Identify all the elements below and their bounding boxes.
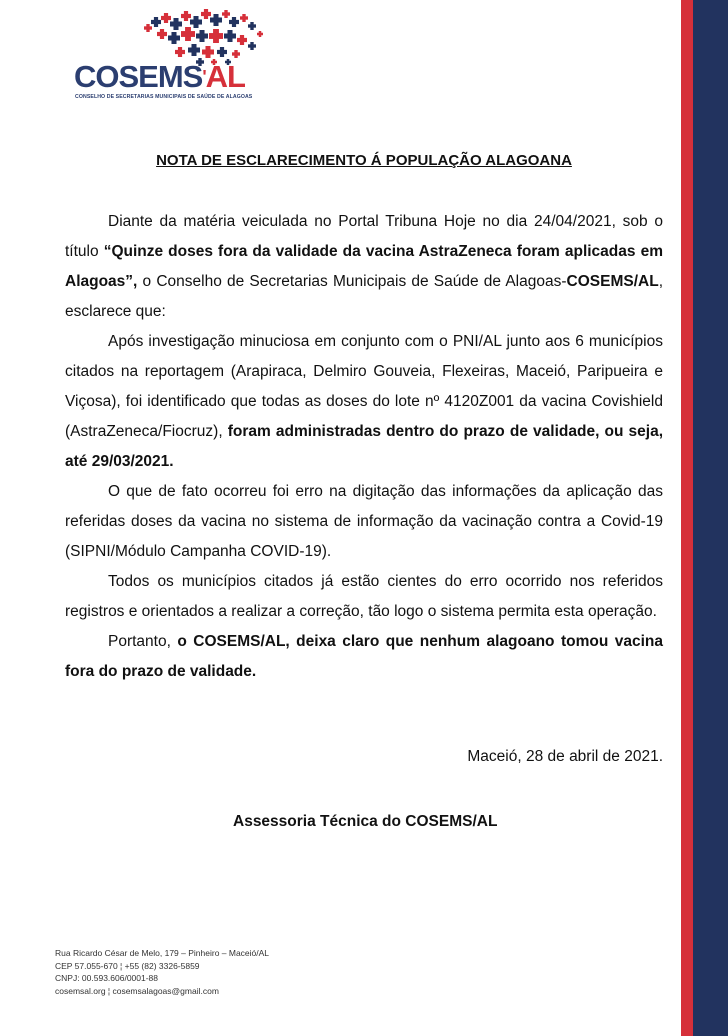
footer-address: Rua Ricardo César de Melo, 179 – Pinheiro – Maceió/AL <box>55 948 270 958</box>
paragraph-5: Portanto, o COSEMS/AL, deixa claro que nenhum alagoano tomou vacina fora do prazo de validade. <box>65 633 663 680</box>
paragraph-3: O que de fato ocorreu foi erro na digitação das informações da aplicação das referidas doses da vacina no sistema de informação da vacinação contra a Covid-19 (SIPNI/Módulo Campanha COVID-19). <box>65 483 663 560</box>
document-date: Maceió, 28 de abril de 2021. <box>467 748 663 765</box>
logo-subtitle: CONSELHO DE SECRETARIAS MUNICIPAIS DE SAÚDE DE ALAGOAS <box>75 94 253 100</box>
document-body <box>65 207 663 687</box>
document-title: NOTA DE ESCLARECIMENTO Á POPULAÇÃO ALAGOANA <box>156 152 572 169</box>
paragraph-1: Diante da matéria veiculada no Portal Tribuna Hoje no dia 24/04/2021, sob o título “Quinze doses fora da validade da vacina AstraZeneca foram aplicadas em Alagoas”, o Conselho de Secretarias Municipais de Saúde de Alagoas-COSEMS/AL, esclarece que: <box>65 213 663 320</box>
logo-wordmark: COSEMS'AL <box>74 59 245 94</box>
footer-contact <box>55 947 269 997</box>
footer-web: cosemsal.org ¦ cosemsalagoas@gmail.com <box>55 985 219 996</box>
paragraph-4: Todos os municípios citados já estão cientes do erro ocorrido nos referidos registros e orientados a realizar a correção, tão logo o sistema permita esta operação. <box>65 573 663 620</box>
footer-cep-phone: CEP 57.055-670 ¦ +55 (82) 3326-5859 <box>55 960 200 971</box>
footer-cnpj: CNPJ: 00.593.606/0001-88 <box>55 973 159 983</box>
cosems-logo <box>70 6 270 102</box>
paragraph-2: Após investigação minuciosa em conjunto com o PNI/AL junto aos 6 municípios citados na reportagem (Arapiraca, Delmiro Gouveia, Flexeiras, Maceió, Paripueira e Viçosa), foi identificado que todas as doses do lote nº 4120Z001 da vacina Covishield (AstraZeneca/Fiocruz), foram administradas dentro do prazo de validade, ou seja, até 29/03/2021. <box>65 333 664 470</box>
signature: Assessoria Técnica do COSEMS/AL <box>233 813 498 830</box>
